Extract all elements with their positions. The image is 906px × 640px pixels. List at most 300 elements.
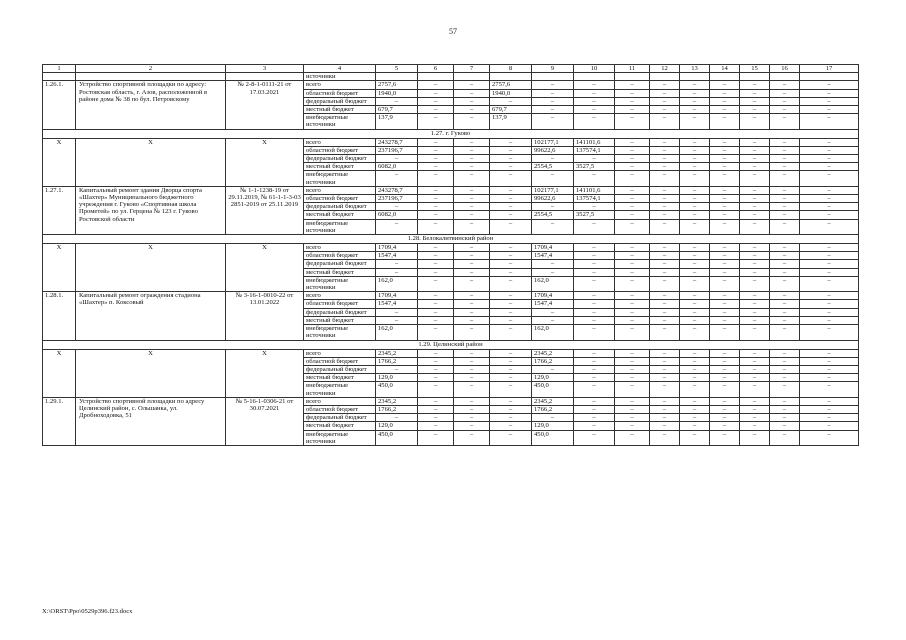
amount-cell: – [574, 308, 615, 316]
amount-cell: – [770, 171, 800, 186]
amount-cell: – [650, 325, 680, 340]
amount-cell: – [615, 195, 650, 203]
amount-cell: – [615, 219, 650, 234]
column-number-cell: 5 [376, 65, 418, 73]
amount-cell: – [490, 268, 532, 276]
amount-cell: – [740, 405, 770, 413]
table-cell [490, 73, 532, 81]
amount-cell: – [615, 422, 650, 430]
amount-cell: – [454, 316, 490, 324]
amount-cell: – [615, 252, 650, 260]
amount-cell: – [680, 195, 710, 203]
funding-source: внебюджетные источники [304, 171, 376, 186]
amount-cell: – [740, 195, 770, 203]
amount-cell: – [454, 422, 490, 430]
amount-cell: – [650, 106, 680, 114]
column-number-cell: 15 [740, 65, 770, 73]
amount-cell: – [418, 349, 454, 357]
amount-cell: – [418, 81, 454, 89]
amount-cell: – [454, 308, 490, 316]
amount-cell: – [418, 316, 454, 324]
amount-cell: – [454, 155, 490, 163]
amount-cell: 1709,4 [376, 292, 418, 300]
funding-source: областной бюджет [304, 195, 376, 203]
amount-cell: – [740, 430, 770, 445]
amount-cell: – [680, 414, 710, 422]
amount-cell: – [680, 146, 710, 154]
amount-cell: – [680, 308, 710, 316]
amount-cell: – [418, 219, 454, 234]
column-number-row [43, 65, 859, 73]
amount-cell: – [532, 219, 574, 234]
amount-cell: 1547,4 [532, 252, 574, 260]
amount-cell: 137,9 [490, 114, 532, 129]
column-number-cell: 9 [532, 65, 574, 73]
amount-cell: – [454, 163, 490, 171]
amount-cell: – [770, 106, 800, 114]
amount-cell: – [454, 146, 490, 154]
funding-source: всего [304, 81, 376, 89]
amount-cell: – [800, 81, 859, 89]
amount-cell: – [418, 405, 454, 413]
amount-cell: 1940,0 [376, 89, 418, 97]
amount-cell: – [454, 244, 490, 252]
amount-cell: – [650, 349, 680, 357]
amount-cell: – [710, 138, 740, 146]
funding-source: областной бюджет [304, 405, 376, 413]
amount-cell: – [574, 382, 615, 397]
amount-cell: – [376, 219, 418, 234]
amount-cell: – [740, 219, 770, 234]
funding-source: федеральный бюджет [304, 365, 376, 373]
column-number-cell: 17 [800, 65, 859, 73]
amount-cell: – [770, 422, 800, 430]
amount-cell: – [680, 365, 710, 373]
amount-cell: 2554,5 [532, 163, 574, 171]
amount-cell: 2345,2 [376, 349, 418, 357]
amount-cell: – [800, 308, 859, 316]
amount-cell: – [680, 422, 710, 430]
amount-cell: – [800, 114, 859, 129]
amount-cell: 679,7 [490, 106, 532, 114]
amount-cell: – [490, 300, 532, 308]
amount-cell: – [532, 97, 574, 105]
amount-cell: – [418, 365, 454, 373]
column-number-cell: 12 [650, 65, 680, 73]
amount-cell: – [574, 414, 615, 422]
amount-cell: – [418, 171, 454, 186]
amount-cell: – [710, 252, 740, 260]
table-cell [710, 73, 740, 81]
amount-cell: – [490, 211, 532, 219]
table-cell [770, 73, 800, 81]
amount-cell: – [490, 414, 532, 422]
amount-cell: – [710, 186, 740, 194]
amount-cell: – [680, 252, 710, 260]
amount-cell: – [710, 89, 740, 97]
amount-cell: – [376, 268, 418, 276]
funding-source: областной бюджет [304, 357, 376, 365]
amount-cell: – [418, 89, 454, 97]
amount-cell: – [615, 357, 650, 365]
amount-cell: – [532, 365, 574, 373]
amount-cell: – [770, 219, 800, 234]
amount-cell: – [740, 276, 770, 291]
amount-cell: – [800, 260, 859, 268]
item-name: Х [76, 244, 226, 292]
amount-cell: – [615, 97, 650, 105]
amount-cell: – [574, 276, 615, 291]
table-cell [800, 73, 859, 81]
amount-cell: – [532, 260, 574, 268]
amount-cell: – [615, 186, 650, 194]
amount-cell: – [574, 155, 615, 163]
amount-cell: – [615, 89, 650, 97]
amount-cell: – [800, 219, 859, 234]
amount-cell: – [800, 382, 859, 397]
amount-cell: – [740, 81, 770, 89]
table-cell [680, 73, 710, 81]
item-code: Х [43, 138, 76, 186]
amount-cell: – [710, 382, 740, 397]
amount-cell: – [800, 211, 859, 219]
table-cell: источники [304, 73, 376, 81]
amount-cell: – [418, 106, 454, 114]
amount-cell: – [454, 81, 490, 89]
amount-cell: 141101,6 [574, 186, 615, 194]
item-document: Х [226, 244, 304, 292]
amount-cell: – [770, 382, 800, 397]
amount-cell: – [710, 365, 740, 373]
amount-cell: – [710, 195, 740, 203]
amount-cell: – [615, 316, 650, 324]
amount-cell: – [490, 292, 532, 300]
amount-cell: – [490, 397, 532, 405]
column-number-cell: 1 [43, 65, 76, 73]
amount-cell: – [532, 155, 574, 163]
amount-cell: – [454, 106, 490, 114]
amount-cell: – [710, 357, 740, 365]
amount-cell: – [376, 97, 418, 105]
amount-cell: – [532, 316, 574, 324]
amount-cell: – [454, 276, 490, 291]
amount-cell: – [490, 405, 532, 413]
funding-source: областной бюджет [304, 300, 376, 308]
section-title: 1.29. Целинский район [43, 340, 859, 349]
amount-cell: 237196,7 [376, 146, 418, 154]
amount-cell: – [454, 260, 490, 268]
amount-cell: – [710, 292, 740, 300]
amount-cell: – [710, 422, 740, 430]
amount-cell: – [800, 155, 859, 163]
amount-cell: – [454, 186, 490, 194]
amount-cell: – [800, 97, 859, 105]
amount-cell: – [454, 430, 490, 445]
amount-cell: – [615, 365, 650, 373]
amount-cell: – [615, 203, 650, 211]
amount-cell: – [454, 397, 490, 405]
amount-cell: – [418, 163, 454, 171]
amount-cell: – [800, 300, 859, 308]
amount-cell: – [490, 244, 532, 252]
amount-cell: – [740, 308, 770, 316]
funding-source: внебюджетные источники [304, 325, 376, 340]
amount-cell: – [800, 374, 859, 382]
amount-cell: – [615, 146, 650, 154]
amount-cell: – [650, 89, 680, 97]
amount-cell: 162,0 [532, 276, 574, 291]
amount-cell: – [650, 430, 680, 445]
amount-cell: – [615, 374, 650, 382]
amount-cell: – [454, 89, 490, 97]
amount-cell: – [770, 276, 800, 291]
amount-cell: – [770, 308, 800, 316]
amount-cell: – [740, 300, 770, 308]
amount-cell: – [454, 268, 490, 276]
amount-cell: – [615, 292, 650, 300]
amount-cell: – [740, 357, 770, 365]
amount-cell: – [574, 365, 615, 373]
funding-source: областной бюджет [304, 146, 376, 154]
amount-cell: – [800, 268, 859, 276]
amount-cell: – [800, 89, 859, 97]
funding-source: всего [304, 244, 376, 252]
amount-cell: – [454, 349, 490, 357]
amount-cell: – [740, 316, 770, 324]
amount-cell: – [418, 300, 454, 308]
amount-cell: – [650, 374, 680, 382]
amount-cell: – [490, 203, 532, 211]
amount-cell: – [454, 252, 490, 260]
column-number-cell: 13 [680, 65, 710, 73]
amount-cell: – [710, 316, 740, 324]
amount-cell: – [740, 374, 770, 382]
amount-cell: – [574, 260, 615, 268]
amount-cell: – [740, 203, 770, 211]
amount-cell: – [490, 308, 532, 316]
amount-cell: – [650, 397, 680, 405]
amount-cell: – [800, 244, 859, 252]
amount-cell: – [710, 325, 740, 340]
table-cell [226, 73, 304, 81]
amount-cell: – [418, 155, 454, 163]
amount-cell: – [740, 260, 770, 268]
amount-cell: 2757,6 [376, 81, 418, 89]
amount-cell: 102177,1 [532, 138, 574, 146]
amount-cell: 162,0 [376, 276, 418, 291]
amount-cell: – [710, 155, 740, 163]
amount-cell: – [574, 430, 615, 445]
amount-cell: – [418, 252, 454, 260]
table-row [43, 186, 859, 194]
section-title: 1.27. г. Гуково [43, 129, 859, 138]
amount-cell: – [710, 260, 740, 268]
amount-cell: – [615, 155, 650, 163]
amount-cell: – [454, 97, 490, 105]
amount-cell: – [740, 138, 770, 146]
amount-cell: – [418, 292, 454, 300]
amount-cell: 243278,7 [376, 186, 418, 194]
column-number-cell: 2 [76, 65, 226, 73]
amount-cell: – [532, 89, 574, 97]
amount-cell: – [454, 219, 490, 234]
funding-source: федеральный бюджет [304, 260, 376, 268]
amount-cell: – [490, 186, 532, 194]
amount-cell: – [615, 405, 650, 413]
table-row [43, 138, 859, 146]
amount-cell: – [574, 244, 615, 252]
amount-cell: – [615, 138, 650, 146]
item-code: Х [43, 244, 76, 292]
amount-cell: – [770, 155, 800, 163]
funding-table-container [42, 64, 858, 446]
amount-cell: – [710, 146, 740, 154]
amount-cell: – [454, 300, 490, 308]
amount-cell: – [615, 171, 650, 186]
amount-cell: – [650, 365, 680, 373]
amount-cell: – [615, 81, 650, 89]
amount-cell: – [680, 155, 710, 163]
amount-cell: – [574, 252, 615, 260]
amount-cell: – [680, 276, 710, 291]
amount-cell: 1709,4 [376, 244, 418, 252]
amount-cell: – [376, 260, 418, 268]
amount-cell: 2757,6 [490, 81, 532, 89]
funding-table [42, 64, 859, 446]
amount-cell: – [574, 422, 615, 430]
amount-cell: – [418, 357, 454, 365]
amount-cell: 1766,2 [376, 357, 418, 365]
amount-cell: – [680, 430, 710, 445]
amount-cell: 102177,1 [532, 186, 574, 194]
funding-source: областной бюджет [304, 252, 376, 260]
amount-cell: – [418, 114, 454, 129]
amount-cell: – [710, 276, 740, 291]
amount-cell: 1709,4 [532, 244, 574, 252]
amount-cell: – [770, 89, 800, 97]
amount-cell: – [574, 219, 615, 234]
amount-cell: – [710, 397, 740, 405]
amount-cell: – [680, 114, 710, 129]
item-document: № 3-16-1-0010-22 от 13.01.2022 [226, 292, 304, 340]
funding-source: федеральный бюджет [304, 308, 376, 316]
section-title: 1.28. Белокалитвинский район [43, 235, 859, 244]
amount-cell: – [376, 203, 418, 211]
item-name: Х [76, 138, 226, 186]
amount-cell: – [376, 414, 418, 422]
item-code: 1.27.1. [43, 186, 76, 234]
funding-source: местный бюджет [304, 106, 376, 114]
amount-cell: 450,0 [376, 382, 418, 397]
amount-cell: – [490, 219, 532, 234]
amount-cell: – [418, 203, 454, 211]
amount-cell: – [574, 349, 615, 357]
amount-cell: – [574, 268, 615, 276]
amount-cell: – [532, 268, 574, 276]
amount-cell: – [574, 114, 615, 129]
amount-cell: – [800, 316, 859, 324]
table-row [43, 292, 859, 300]
amount-cell: – [800, 163, 859, 171]
amount-cell: – [650, 155, 680, 163]
amount-cell: – [680, 405, 710, 413]
amount-cell: – [650, 405, 680, 413]
amount-cell: – [454, 357, 490, 365]
amount-cell: – [680, 349, 710, 357]
amount-cell: – [615, 308, 650, 316]
amount-cell: – [574, 374, 615, 382]
amount-cell: – [574, 397, 615, 405]
amount-cell: – [740, 414, 770, 422]
amount-cell: – [770, 430, 800, 445]
amount-cell: – [615, 430, 650, 445]
amount-cell: – [710, 163, 740, 171]
amount-cell: – [490, 195, 532, 203]
amount-cell: – [710, 308, 740, 316]
amount-cell: – [418, 138, 454, 146]
amount-cell: – [574, 203, 615, 211]
amount-cell: – [418, 146, 454, 154]
amount-cell: – [800, 357, 859, 365]
amount-cell: – [650, 138, 680, 146]
amount-cell: – [740, 292, 770, 300]
amount-cell: – [800, 397, 859, 405]
amount-cell: – [490, 316, 532, 324]
amount-cell: – [740, 155, 770, 163]
amount-cell: 243278,7 [376, 138, 418, 146]
amount-cell: – [376, 316, 418, 324]
amount-cell: – [770, 244, 800, 252]
amount-cell: – [800, 195, 859, 203]
amount-cell: – [710, 374, 740, 382]
amount-cell: – [650, 357, 680, 365]
amount-cell: – [454, 374, 490, 382]
amount-cell: – [454, 405, 490, 413]
section-heading-row [43, 340, 859, 349]
amount-cell: 1547,4 [532, 300, 574, 308]
item-name: Капитальный ремонт здания Дворца спорта «Шахтер» Муниципального бюджетного учреждения г. Гуково «Спортивная школа Прометей» по ул. Герцена № 123 г. Гуково Ростовской области [76, 186, 226, 234]
amount-cell: – [710, 106, 740, 114]
amount-cell: – [680, 171, 710, 186]
amount-cell: – [376, 155, 418, 163]
funding-source: местный бюджет [304, 211, 376, 219]
amount-cell: – [574, 81, 615, 89]
amount-cell: – [680, 106, 710, 114]
amount-cell: – [532, 171, 574, 186]
funding-source: всего [304, 397, 376, 405]
amount-cell: – [770, 97, 800, 105]
amount-cell: – [454, 138, 490, 146]
amount-cell: – [418, 211, 454, 219]
amount-cell: 1766,2 [532, 405, 574, 413]
amount-cell: – [680, 374, 710, 382]
amount-cell: – [454, 171, 490, 186]
amount-cell: – [680, 211, 710, 219]
amount-cell: – [418, 276, 454, 291]
amount-cell: – [574, 171, 615, 186]
amount-cell: – [574, 106, 615, 114]
amount-cell: – [710, 405, 740, 413]
item-code: 1.26.1. [43, 81, 76, 129]
column-number-cell: 6 [418, 65, 454, 73]
amount-cell: – [490, 374, 532, 382]
amount-cell: – [800, 203, 859, 211]
amount-cell: – [800, 292, 859, 300]
amount-cell: – [615, 163, 650, 171]
amount-cell: – [490, 422, 532, 430]
amount-cell: 129,0 [532, 374, 574, 382]
amount-cell: – [574, 292, 615, 300]
